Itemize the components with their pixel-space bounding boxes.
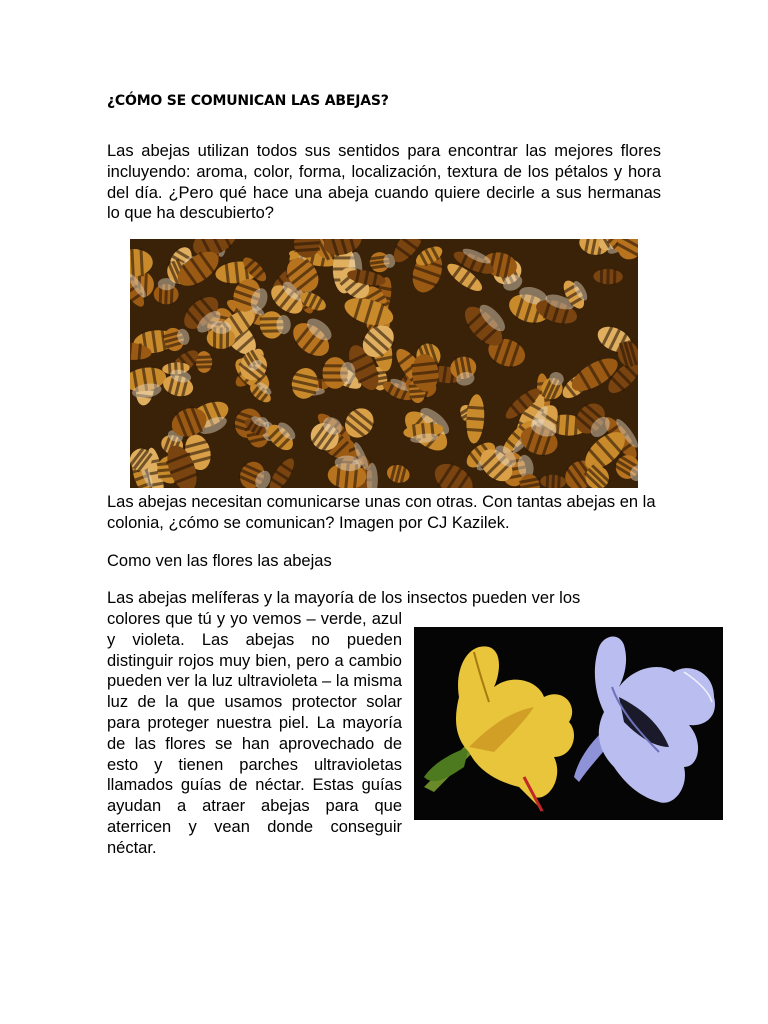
bees-photo-caption: Las abejas necesitan comunicarse unas con otras. Con tantas abejas en la colonia, ¿cómo se comunican? Imagen por CJ Kazilek.: [107, 493, 656, 532]
body-paragraph-column: colores que tú y yo vemos – verde, azul y violeta. Las abejas no pueden distinguir rojos muy bien, pero a cambio pueden ver la luz ultravioleta – la misma luz de la que usamos protector solar para proteger nuestra piel. La mayoría de las flores se han aprovechado de esto y tienen parches ultravioletas llamados guías de néctar. Estas guías ayudan a atraer abejas para que aterricen y vean donde conseguir néctar.: [107, 610, 402, 857]
document-title: ¿CÓMO SE COMUNICAN LAS ABEJAS?: [107, 93, 389, 109]
flowers-photo: [414, 627, 723, 820]
body-paragraph-first-line: Las abejas melíferas y la mayoría de los insectos pueden ver los: [107, 589, 581, 607]
intro-paragraph: Las abejas utilizan todos sus sentidos para encontrar las mejores flores incluyendo: aroma, color, forma, localización, textura de los pétalos y hora del día. ¿Pero qué hace una abeja cuando quiere decirle a sus hermanas lo que ha descubierto?: [107, 142, 661, 223]
section-subheading: Como ven las flores las abejas: [107, 552, 332, 570]
bees-photo: [130, 239, 638, 488]
